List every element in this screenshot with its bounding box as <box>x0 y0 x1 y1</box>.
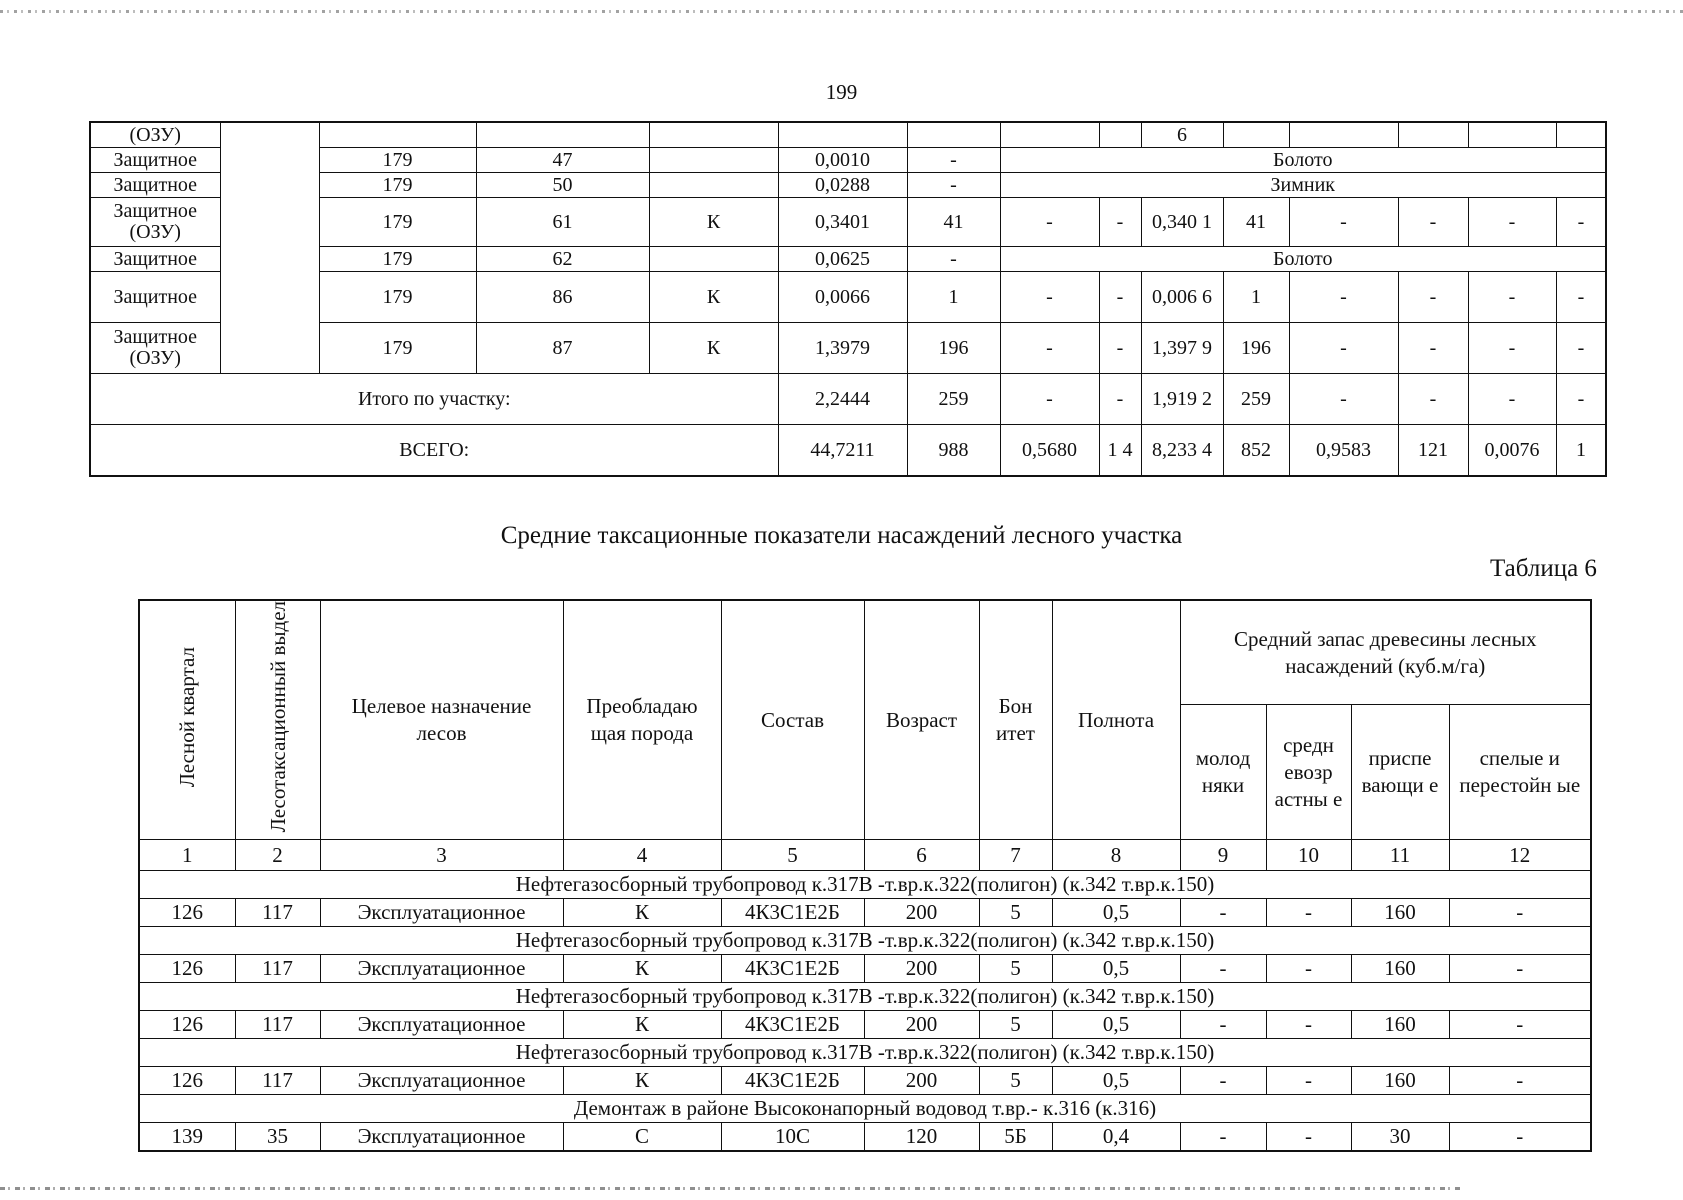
cell-land-type: Болото <box>1000 247 1606 272</box>
table-row: Защитное 179 62 0,0625 - Болото <box>90 247 1606 272</box>
table-row: 126 117 Эксплуатационное К 4К3С1Е2Б 200 5 0,5 - - 160 - <box>139 955 1591 983</box>
scan-artifact-top <box>0 10 1683 13</box>
header-cell <box>139 600 235 840</box>
header-row <box>139 600 1591 705</box>
header-allotment: Лесотаксационный выдел <box>265 601 290 833</box>
header-mature: спелые и перестойн ые <box>1449 705 1591 840</box>
table-row: 126 117 Эксплуатационное К 4К3С1Е2Б 200 5 0,5 - - 160 - <box>139 1011 1591 1039</box>
table-row: 126 117 Эксплуатационное К 4К3С1Е2Б 200 5 0,5 - - 160 - <box>139 1067 1591 1095</box>
scan-artifact-bottom <box>0 1187 1460 1190</box>
cell-land-type: Зимник <box>1000 173 1606 198</box>
table-row: Защитное 179 86 К 0,0066 1 - - 0,006 6 1 - - - - <box>90 272 1606 323</box>
table-row: Защитное 179 50 0,0288 - Зимник <box>90 173 1606 198</box>
cell-purpose: (ОЗУ) <box>90 122 220 148</box>
table-6-title: Средние таксационные показатели насаждений лесного участка <box>500 522 1183 549</box>
subtotal-row: Итого по участку: 2,2444 259 - - 1,919 2 259 - - - - <box>90 374 1606 425</box>
total-label: ВСЕГО: <box>90 425 778 477</box>
column-number-row: 1 2 3 4 5 6 7 8 9 10 11 12 <box>139 840 1591 871</box>
header-age: Возраст <box>864 600 979 840</box>
header-middle-aged: средн евозр астны е <box>1266 705 1351 840</box>
section-title-row: Нефтегазосборный трубопровод к.317В -т.вр.к.322(полигон) (к.342 т.вр.к.150) <box>139 871 1591 899</box>
header-composition: Состав <box>721 600 864 840</box>
header-cell <box>235 600 320 840</box>
table-row: Защитное (ОЗУ) 179 87 К 1,3979 196 - - 1,397 9 196 - - - - <box>90 323 1606 374</box>
section-title-row: Демонтаж в районе Высоконапорный водовод т.вр.- к.316 (к.316) <box>139 1095 1591 1123</box>
table-6-number: Таблица 6 <box>1490 555 1597 582</box>
section-title-row: Нефтегазосборный трубопровод к.317В -т.вр.к.322(полигон) (к.342 т.вр.к.150) <box>139 983 1591 1011</box>
page-number: 199 <box>825 80 858 104</box>
header-density: Полнота <box>1052 600 1180 840</box>
header-species: Преобладаю щая порода <box>563 600 721 840</box>
table-row: 139 35 Эксплуатационное С 10С 120 5Б 0,4 - - 30 - <box>139 1123 1591 1152</box>
table-5-continuation <box>89 121 1607 477</box>
cell-land-type: Болото <box>1000 148 1606 173</box>
table-row: 126 117 Эксплуатационное К 4К3С1Е2Б 200 5 0,5 - - 160 - <box>139 899 1591 927</box>
header-purpose: Целевое назначение лесов <box>320 600 563 840</box>
subtotal-label: Итого по участку: <box>90 374 778 425</box>
header-young: молод няки <box>1180 705 1266 840</box>
table-6 <box>138 599 1592 1152</box>
table-row: (ОЗУ) 6 <box>90 122 1606 148</box>
total-row: ВСЕГО: 44,7211 988 0,5680 1 4 8,233 4 852 0,9583 121 0,0076 1 <box>90 425 1606 477</box>
header-bonitet: Бон итет <box>979 600 1052 840</box>
table-row: Защитное 179 47 0,0010 - Болото <box>90 148 1606 173</box>
header-quarter: Лесной квартал <box>175 646 200 787</box>
cell-blank-merged <box>220 122 319 374</box>
table-row: Защитное (ОЗУ) 179 61 К 0,3401 41 - - 0,340 1 41 - - - - <box>90 198 1606 247</box>
section-title-row: Нефтегазосборный трубопровод к.317В -т.вр.к.322(полигон) (к.342 т.вр.к.150) <box>139 1039 1591 1067</box>
section-title-row: Нефтегазосборный трубопровод к.317В -т.вр.к.322(полигон) (к.342 т.вр.к.150) <box>139 927 1591 955</box>
header-stock-group: Средний запас древесины лесных насаждений (куб.м/га) <box>1180 600 1591 705</box>
header-maturing: приспе вающи е <box>1351 705 1449 840</box>
